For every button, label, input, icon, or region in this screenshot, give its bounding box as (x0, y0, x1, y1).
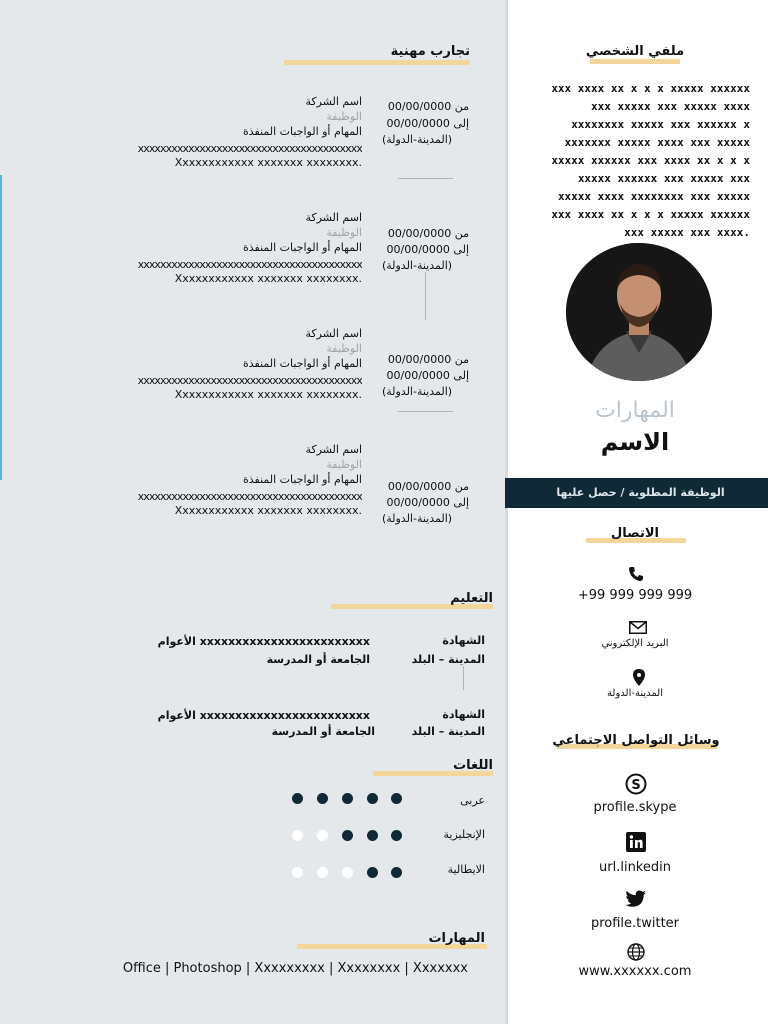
language-name: الإنجليزية (443, 828, 485, 841)
profile-line: xxx xxxx xx x x x xxxxx xxxxxx (551, 82, 750, 95)
education-degree: الشهادة (442, 634, 485, 647)
job-title: الوظيفة المطلوبة / حصل عليها (556, 486, 725, 499)
education-years: xxxxxxxxxxxxxxxxxxxxxxxx الأعوام (157, 709, 370, 722)
experience-company: اسم الشركة (305, 443, 362, 456)
profile-line: xxx xxxx xx x x x xxxxx xxxxxx (551, 208, 750, 221)
language-name: الايطالية (447, 863, 485, 876)
experience-from: من 00/00/0000 (387, 100, 469, 113)
level-dot-empty (317, 830, 328, 841)
experience-detail: xxxxxxxxxxxxxxxxxxxxxxxxxxxxxxxxxxxxxxxx (137, 490, 362, 503)
twitter-icon (625, 890, 647, 908)
timeline-line (425, 272, 426, 320)
experience-place: (المدينة-الدولة) (381, 512, 453, 525)
separator-line (398, 178, 453, 179)
experience-detail: xxxxxxxxxxxxxxxxxxxxxxxxxxxxxxxxxxxxxxxx (137, 142, 362, 155)
level-dot-filled (391, 793, 402, 804)
level-dot-filled (367, 793, 378, 804)
profile-line: xxxxxxx xxxxx xxxx xxx xxxxx (564, 136, 750, 149)
experience-company: اسم الشركة (305, 211, 362, 224)
experience-detail: Xxxxxxxxxxxx xxxxxxx xxxxxxxx. (174, 156, 362, 169)
experience-detail: Xxxxxxxxxxxx xxxxxxx xxxxxxxx. (174, 388, 362, 401)
profile-line: xxx xxxxx xxx xxxx. (624, 226, 750, 239)
education-heading: التعليم (450, 591, 493, 606)
level-dot-empty (317, 867, 328, 878)
experience-role: الوظيفة (326, 342, 362, 355)
heading-highlight (284, 60, 470, 65)
skype-link[interactable]: profile.skype (593, 800, 677, 815)
experience-from: من 00/00/0000 (387, 480, 469, 493)
level-dot-filled (367, 867, 378, 878)
twitter-link[interactable]: profile.twitter (590, 916, 680, 931)
profile-heading: ملفي الشخصي (585, 44, 685, 59)
education-school: الجامعة أو المدرسة (271, 725, 375, 738)
phone-icon (628, 566, 644, 582)
experience-detail: xxxxxxxxxxxxxxxxxxxxxxxxxxxxxxxxxxxxxxxx (137, 258, 362, 271)
skills-list: Office | Photoshop | Xxxxxxxxx | Xxxxxxxx | Xxxxxxx (122, 961, 468, 976)
education-degree: الشهادة (442, 708, 485, 721)
location-pin-icon (633, 669, 645, 686)
level-dot-filled (391, 830, 402, 841)
experience-duties: المهام أو الواجبات المنفذة (242, 473, 362, 486)
name-title: الاسم (600, 428, 670, 456)
timeline-line (463, 666, 464, 690)
separator-line (398, 411, 453, 412)
website-link[interactable]: www.xxxxxx.com (578, 964, 692, 979)
experience-to: إلى 00/00/0000 (386, 496, 469, 509)
contact-heading: الاتصال (611, 526, 659, 541)
profile-line: xxxxxxxx xxxxx xxx xxxxxx x (571, 118, 750, 131)
education-city: المدينة – البلد (411, 725, 485, 738)
level-dot-filled (342, 830, 353, 841)
experience-duties: المهام أو الواجبات المنفذة (242, 125, 362, 138)
experience-from: من 00/00/0000 (387, 353, 469, 366)
job-title-bar (505, 478, 768, 508)
experience-role: الوظيفة (326, 110, 362, 123)
experience-to: إلى 00/00/0000 (386, 243, 469, 256)
level-dot-empty (342, 867, 353, 878)
profile-line: xxxxx xxxxxx xxx xxxx xx x x x (551, 154, 750, 167)
globe-icon (627, 943, 645, 961)
level-dot-filled (317, 793, 328, 804)
phone-number[interactable]: +99 999 999 999 (577, 588, 693, 603)
skype-icon (625, 773, 647, 795)
social-heading: وسائل التواصل الاجتماعي (552, 733, 720, 748)
experience-duties: المهام أو الواجبات المنفذة (242, 357, 362, 370)
level-dot-filled (292, 793, 303, 804)
experience-place: (المدينة-الدولة) (381, 259, 453, 272)
profile-line: xxx xxxxx xxx xxxxx xxxx (591, 100, 750, 113)
panel-divider (505, 0, 508, 1024)
experience-duties: المهام أو الواجبات المنفذة (242, 241, 362, 254)
person-photo-icon (566, 243, 712, 381)
experience-from: من 00/00/0000 (387, 227, 469, 240)
experience-detail: xxxxxxxxxxxxxxxxxxxxxxxxxxxxxxxxxxxxxxxx (137, 374, 362, 387)
svg-text:S: S (631, 778, 641, 793)
level-dot-empty (292, 830, 303, 841)
experience-detail: Xxxxxxxxxxxx xxxxxxx xxxxxxxx. (174, 272, 362, 285)
left-accent-bar (0, 175, 2, 480)
experience-to: إلى 00/00/0000 (386, 117, 469, 130)
experience-role: الوظيفة (326, 226, 362, 239)
profile-photo (566, 243, 712, 381)
level-dot-filled (367, 830, 378, 841)
location-label: المدينة-الدولة (607, 688, 663, 699)
profile-text (520, 80, 750, 242)
education-years: xxxxxxxxxxxxxxxxxxxxxxxx الأعوام (157, 635, 370, 648)
experience-heading: تجارب مهنية (390, 44, 470, 59)
education-city: المدينة – البلد (411, 653, 485, 666)
linkedin-link[interactable]: url.linkedin (599, 860, 671, 875)
experience-place: (المدينة-الدولة) (381, 385, 453, 398)
level-dot-filled (342, 793, 353, 804)
experience-to: إلى 00/00/0000 (386, 369, 469, 382)
experience-detail: Xxxxxxxxxxxx xxxxxxx xxxxxxxx. (174, 504, 362, 517)
email-label[interactable]: البريد الإلكتروني (601, 638, 669, 649)
experience-company: اسم الشركة (305, 327, 362, 340)
profile-line: xxxxx xxxx xxxxxxxx xxx xxxxx (557, 190, 750, 203)
education-school: الجامعة أو المدرسة (266, 653, 370, 666)
language-name: عربى (460, 794, 485, 807)
heading-highlight (590, 59, 680, 64)
skills-faint-title: المهارات (595, 398, 675, 423)
experience-role: الوظيفة (326, 458, 362, 471)
envelope-icon (629, 621, 647, 634)
experience-place: (المدينة-الدولة) (381, 133, 453, 146)
skills-heading: المهارات (428, 931, 485, 946)
linkedin-icon (626, 832, 646, 852)
level-dot-empty (292, 867, 303, 878)
languages-heading: اللغات (453, 758, 493, 773)
profile-line: xxxxx xxxxxx xxx xxxxx xxx (577, 172, 750, 185)
level-dot-filled (391, 867, 402, 878)
experience-company: اسم الشركة (305, 95, 362, 108)
